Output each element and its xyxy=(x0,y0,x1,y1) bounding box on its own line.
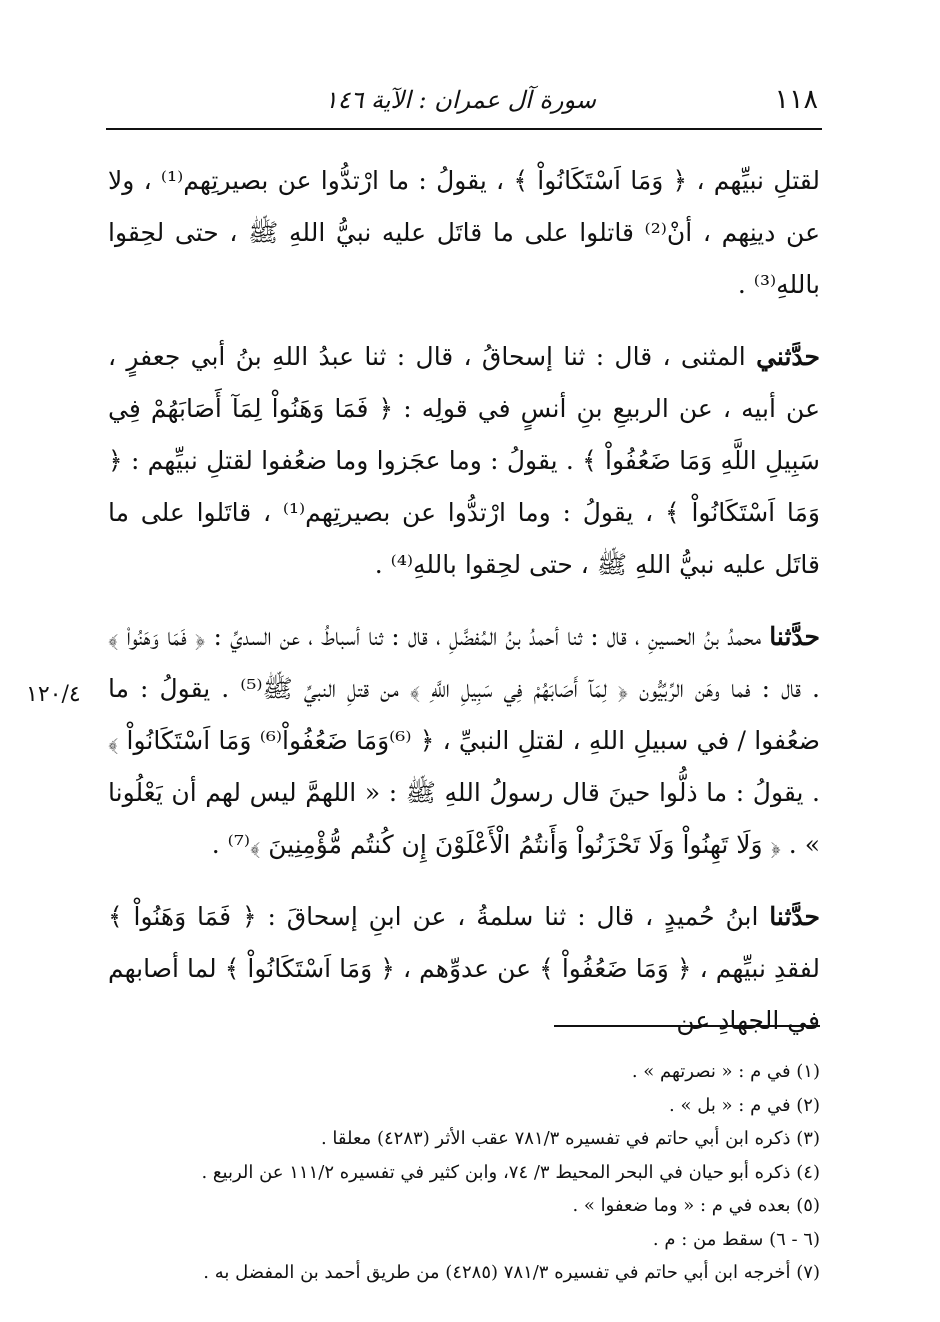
paragraph-lead: حدَّثنا xyxy=(769,902,820,931)
footnote-rule xyxy=(554,1025,820,1027)
paragraph-text: لقتلِ نبيِّهم ، ﴿ وَمَا اَسْتَكَانُواْ ﴾ ، يقولُ : ما ارْتدُّوا عن بصيرتِهم⁽¹⁾ ، ولا عن دينِهم ، أنْ⁽²⁾ قاتلوا على ما قاتَل عليه نبيُّ اللهِ ﷺ ، حتى لحِقوا باللهِ⁽³⁾ . xyxy=(108,166,820,299)
paragraph-lead: حدَّثني xyxy=(756,342,820,371)
margin-reference: ١٢٠/٤ xyxy=(26,682,81,707)
page-header xyxy=(106,78,822,130)
footnote: (١) في م : « نصرتهم » . xyxy=(631,1061,820,1082)
header-rule xyxy=(106,128,822,130)
footnote: (٧) أخرجه ابن أبي حاتم في تفسيره ٧٨١/٣ (٤٢٨٥) من طريق أحمد بن المفضل به . xyxy=(203,1262,820,1283)
paragraph xyxy=(108,611,820,871)
paragraph xyxy=(108,155,820,311)
main-text xyxy=(108,155,820,1067)
paragraph-text: المثنى ، قال : ثنا إسحاقُ ، قال : ثنا عبدُ اللهِ بنُ أبي جعفرٍ ، عن أبيه ، عن الربيعِ بنِ أنسٍ في قولِه : ﴿ فَمَا وَهَنُواْ لِمَآ أَصَابَهُمْ فِي سَبِيلِ اللَّهِ وَمَا ضَعُفُواْ ﴾ . يقولُ : وما عجَزوا وما ضعُفوا لقتلِ نبيِّهم : ﴿ وَمَا اَسْتَكَانُواْ ﴾ ، يقولُ : وما ارْتدُّوا عن بصيرتِهم⁽¹⁾ ، قاتَلوا على ما قاتَل عليه نبيُّ اللهِ ﷺ ، حتى لحِقوا باللهِ⁽⁴⁾ . xyxy=(108,342,820,579)
page-number: ١١٨ xyxy=(774,84,818,115)
footnote: (٥) بعده في م : « وما ضعفوا » . xyxy=(572,1195,820,1216)
footnote: (٢) في م : « بل » . xyxy=(669,1094,820,1116)
paragraph-text: ابنُ حُميدٍ ، قال : ثنا سلمةُ ، عن ابنِ إسحاقَ : ﴿ فَمَا وَهَنُواْ ﴾ لفقدِ نبيِّهم ، ﴿ وَمَا ضَعُفُواْ ﴾ عن عدوِّهم ، ﴿ وَمَا اَسْتَكَانُواْ ﴾ لما أصابهم في الجهادِ عن xyxy=(108,902,820,1035)
paragraph xyxy=(108,331,820,591)
footnote: (٣) ذكره ابن أبي حاتم في تفسيره ٧٨١/٣ عقب الأثر (٤٢٨٣) معلقا . xyxy=(320,1128,820,1149)
paragraph xyxy=(108,891,820,1047)
footnote: (٦ - ٦) سقط من : م . xyxy=(652,1228,820,1250)
running-title: سورة آل عمران : الآية ١٤٦ xyxy=(324,86,596,114)
footnotes xyxy=(108,1055,820,1290)
footnote: (٤) ذكره أبو حيان في البحر المحيط ٣/ ٧٤، وابن كثير في تفسيره ١١١/٢ عن الربيع . xyxy=(201,1161,820,1183)
paragraph-lead: حدَّثنا xyxy=(769,622,820,651)
paragraph-text: محمدُ بنُ الحسينِ ، قال : ثنا أحمدُ بنُ المُفضَّلِ ، قال : ثنا أسباطُ ، عن السديِّ : ﴿ فَمَا وَهَنُواْ ﴾ . قال : فما وهَن الرِّبِّيُّون ﴿ لِمَآ أَصَابَهُمْ فِي سَبِيلِ اللَّهِ ﴾ من قتلِ النبيِّ ﷺ⁽⁵⁾ . يقولُ : ما ضعُفوا / في سبيلِ اللهِ ، لقتلِ النبيِّ ، ﴿ ⁽⁶⁾وَمَا ضَعُفُواْ⁽⁶⁾ وَمَا اَسْتَكَانُواْ ﴾ . يقولُ : ما ذلُّوا حينَ قال رسولُ اللهِ ﷺ : « اللهمَّ ليس لهم أن يَعْلُونا » . ﴿ وَلَا تَهِنُواْ وَلَا تَحْزَنُواْ وَأَنتُمُ الْأَعْلَوْنَ إِن كُنتُم مُّؤْمِنِينَ ﴾⁽⁷⁾ . xyxy=(108,622,820,859)
